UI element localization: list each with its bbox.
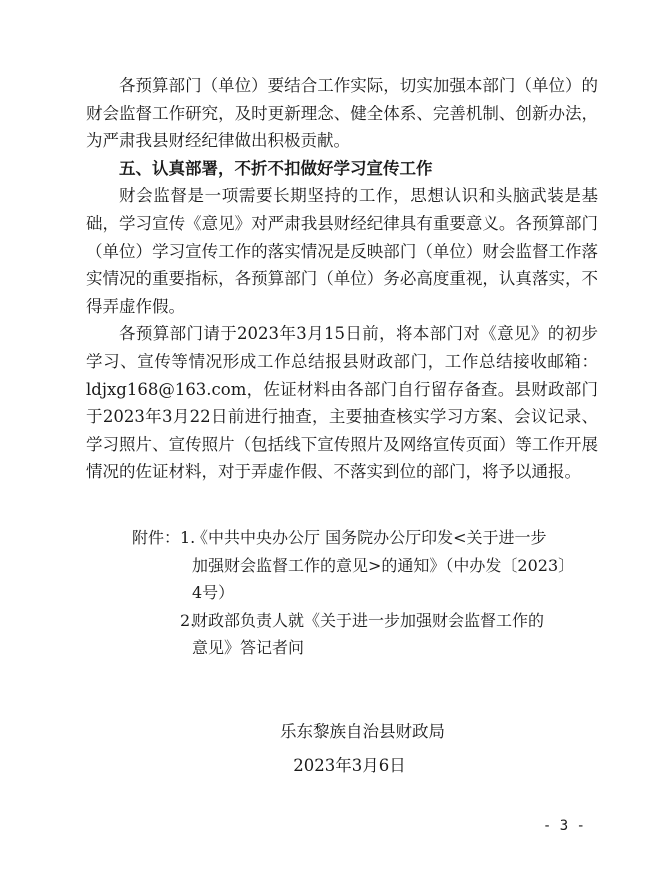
body-text — [86, 72, 598, 486]
paragraph: 财会监督是一项需要长期坚持的工作，思想认识和头脑武装是基础，学习宣传《意见》对严肃我县财经纪律具有重要意义。各预算部门（单位）学习宣传工作的落实情况是反映部门（单位）财会监督工作落实情况的重要指标，各预算部门（单位）务必高度重视，认真落实，不得弄虚作假。 — [86, 186, 598, 316]
paragraph: 各预算部门（单位）要结合工作实际，切实加强本部门（单位）的财会监督工作研究，及时更新理念、健全体系、完善机制、创新办法，为严肃我县财经纪律做出积极贡献。 — [86, 76, 598, 151]
paragraph: 各预算部门请于2023年3月15日前，将本部门对《意见》的初步学习、宣传等情况形成工作总结报县财政部门，工作总结接收邮箱：ldjxg168@163.com，佐证材料由各部门自行留存备查。县财政部门于2023年3月22日前进行抽查，主要抽查核实学习方案、会议记录、学习照片、宣传照片（包括线下宣传照片及网络宣传页面）等工作开展情况的佐证材料，对于弄虚作假、不落实到位的部门，将予以通报。 — [86, 324, 598, 482]
attachment-line: 《中共中央办公厅 国务院办公厅印发<关于进一步 — [192, 528, 547, 547]
page-number: - 3 - — [542, 818, 585, 834]
attachments-label: 附件： — [132, 528, 181, 547]
signature-organization: 乐东黎族自治县财政局 — [280, 722, 445, 741]
attachment-line: 意见》答记者问 — [192, 638, 305, 657]
attachments-list — [180, 524, 580, 662]
section-heading: 五、认真部署，不折不扣做好学习宣传工作 — [119, 158, 433, 178]
attachment-item — [180, 524, 580, 607]
attachment-number: 2. — [180, 610, 196, 630]
attachment-line: 财政部负责人就《关于进一步加强财会监督工作的 — [192, 610, 545, 630]
attachment-line: 加强财会监督工作的意见>的通知》（中办发〔2023〕 — [192, 555, 575, 575]
attachment-line: 4号） — [192, 583, 235, 602]
signature-date: 2023年3月6日 — [293, 756, 406, 775]
attachment-item — [180, 607, 580, 662]
attachment-number: 1. — [180, 528, 196, 547]
